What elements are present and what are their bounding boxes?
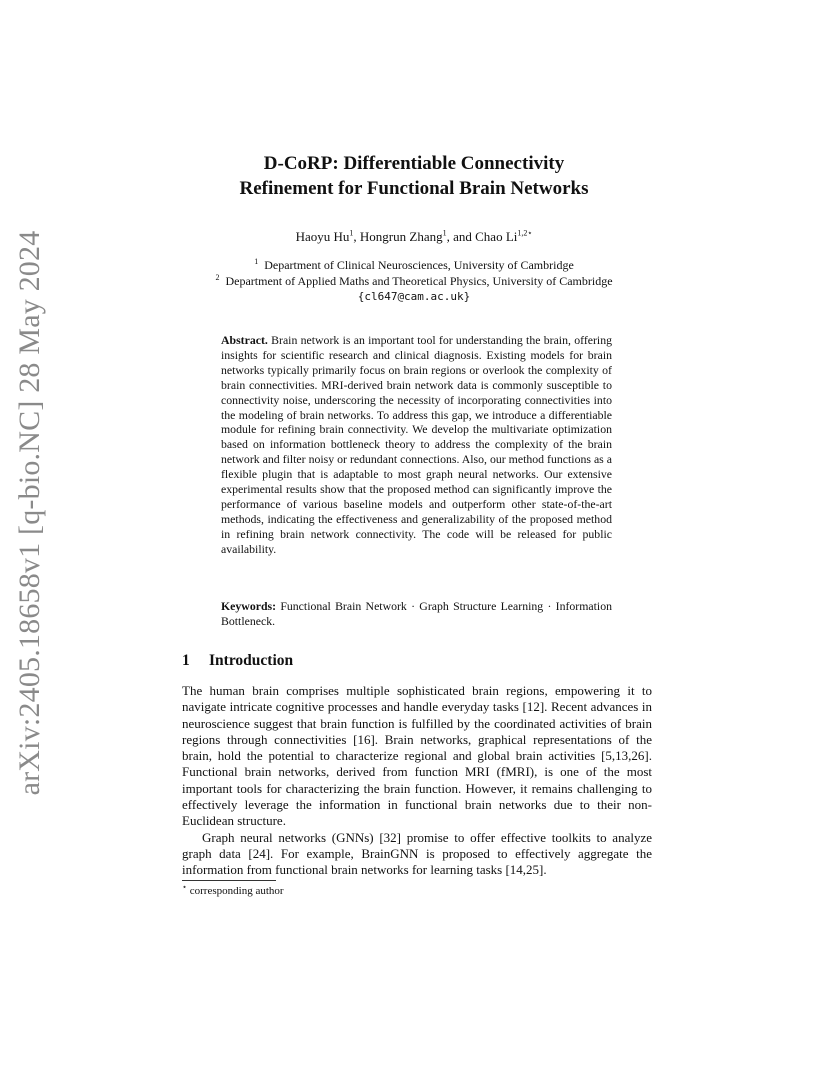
keywords xyxy=(221,599,612,629)
title-line-2: Refinement for Functional Brain Networks xyxy=(239,178,589,199)
author-list xyxy=(0,229,828,245)
affiliation-2 xyxy=(0,273,828,289)
affiliation-1 xyxy=(0,257,828,273)
footnote-mark: ⋆ xyxy=(182,882,188,892)
arxiv-sidebar xyxy=(9,230,51,796)
contact-email[interactable]: {cl647@cam.ac.uk} xyxy=(357,290,471,303)
author-name: Chao Li xyxy=(475,229,518,244)
author-name: Hongrun Zhang xyxy=(359,229,443,244)
section-title: Introduction xyxy=(209,652,294,669)
affiliation-number: 2 xyxy=(215,273,220,282)
section-number: 1 xyxy=(182,652,190,669)
paragraph: Graph neural networks (GNNs) [32] promise to offer effective toolkits to analyze graph data [24]. For example, BrainGNN is proposed to effectively aggregate the information from functional brain networks for learning tasks [14,25]. xyxy=(182,829,652,878)
footnote xyxy=(182,882,652,897)
paper-title xyxy=(0,151,828,201)
keywords-text: Functional Brain Network · Graph Structure Learning · Information Bottleneck. xyxy=(221,599,612,628)
affiliation-marker: 1 xyxy=(442,228,447,238)
abstract-label: Abstract. xyxy=(221,333,268,347)
keywords-label: Keywords: xyxy=(221,599,277,613)
title-line-1: D-CoRP: Differentiable Connectivity xyxy=(263,153,565,174)
affiliations xyxy=(0,257,828,305)
affiliation-text: Department of Clinical Neurosciences, University of Cambridge xyxy=(264,258,574,272)
abstract-text: Brain network is an important tool for understanding the brain, offering insights for scientific research and clinical diagnosis. Existing models for brain networks typically primarily focus on brain regions or overlook the complexity of brain connectivities. MRI-derived brain network data is commonly susceptible to connectivity noise, underscoring the necessity of incorporating connectivities into the modeling of brain networks. To address this gap, we introduce a differentiable module for refining brain connectivity. We develop the multivariate optimization based on information bottleneck theory to address the complexity of the brain network and filter noisy or redundant connections. Also, our method functions as a flexible plugin that is adaptable to most graph neural networks. Our extensive experimental results show that the proposed method can significantly improve the performance of various baseline models and outperform other state-of-the-art methods, indicating the effectiveness and generalizability of the proposed method in refining brain network connectivity. The code will be released for public availability. xyxy=(221,333,612,556)
footnote-rule xyxy=(182,880,276,881)
affiliation-text: Department of Applied Maths and Theoretical Physics, University of Cambridge xyxy=(225,274,613,288)
section-heading xyxy=(182,652,652,670)
author-separator: , xyxy=(353,229,360,244)
abstract xyxy=(221,333,612,557)
introduction-body xyxy=(182,683,652,879)
author-name: Haoyu Hu xyxy=(295,229,350,244)
affiliation-marker: 1 xyxy=(349,228,354,238)
arxiv-identifier: arXiv:2405.18658v1 [q-bio.NC] 28 May 2024 xyxy=(13,230,46,796)
affiliation-number: 1 xyxy=(254,257,259,266)
paragraph: The human brain comprises multiple sophisticated brain regions, empowering it to navigate intricate cognitive processes and handle everyday tasks [12]. Recent advances in neuroscience suggest that brain function is fulfilled by the coordinated activities of brain regions through connectivities [16]. Brain networks, graphical representations of the brain, hold the potential to characterize regional and global brain activities [5,13,26]. Functional brain networks, derived from function MRI (fMRI), is one of the most important tools for characterizing the brain function. However, it remains challenging to effectively leverage the information in functional brain networks due to their non-Euclidean structure. xyxy=(182,683,652,829)
author-separator: , and xyxy=(446,229,476,244)
affiliation-marker: 1,2⋆ xyxy=(517,228,533,238)
footnote-text: corresponding author xyxy=(189,885,284,897)
